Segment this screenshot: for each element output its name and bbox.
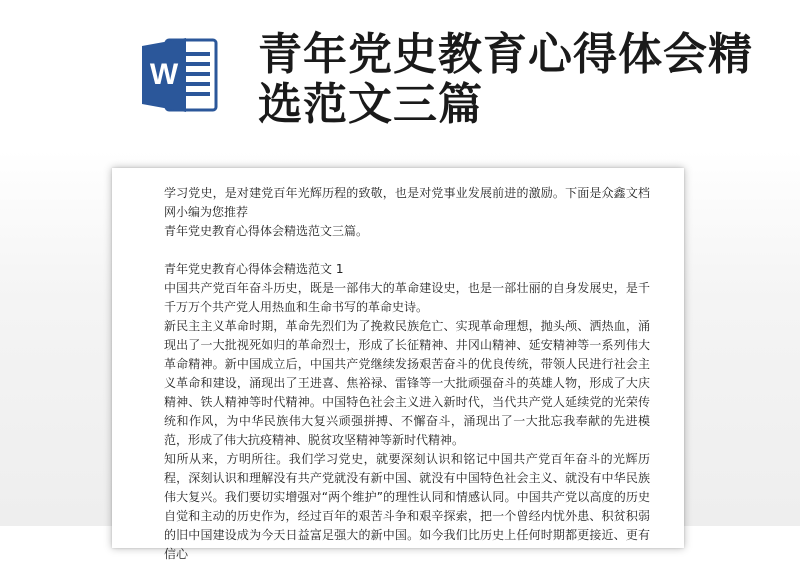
word-letter: W	[149, 58, 179, 91]
header	[0, 0, 800, 150]
section-title: 青年党史教育心得体会精选范文 1	[164, 262, 344, 276]
word-document-icon	[142, 36, 218, 114]
paragraph: 新民主主义革命时期，革命先烈们为了挽救民族危亡、实现革命理想，抛头颅、洒热血，涌现出了一大批视死如归的革命烈士，形成了长征精神、井冈山精神、延安精神等一系列伟大革命精神。新中国成立后，中国共产党继续发扬艰苦奋斗的优良传统，带领人民进行社会主义革命和建设，涌现出了王进喜、焦裕禄、雷锋等一大批顽强奋斗的英雄人物，形成了大庆精神、铁人精神等时代精神。中国特色社会主义进入新时代，当代共产党人延续党的光荣传统和作风，为中华民族伟大复兴顽强拼搏、不懈奋斗，涌现出了一大批忘我奉献的先进模范，形成了伟大抗疫精神、脱贫攻坚精神等新时代精神。	[164, 319, 650, 447]
paragraph: 中国共产党百年奋斗历史，既是一部伟大的革命建设史，也是一部壮丽的自身发展史，是千千万万个共产党人用热血和生命书写的革命史诗。	[164, 281, 650, 314]
blank-line	[164, 241, 650, 260]
document-body	[164, 184, 650, 564]
intro-paragraph: 学习党史，是对建党百年光辉历程的致敬，也是对党事业发展前进的激励。下面是众鑫文档网小编为您推荐	[164, 186, 650, 219]
paragraph: 知所从来，方明所往。我们学习党史，就要深刻认识和铭记中国共产党百年奋斗的光辉历程，深刻认识和理解没有共产党就没有新中国、就没有中国特色社会主义、就没有中华民族伟大复兴。我们要切实增强对“两个维护”的理性认同和情感认同。中国共产党以高度的历史自觉和主动的历史作为，经过百年的艰苦斗争和艰辛探索，把一个曾经内忧外患、积贫积弱的旧中国建设成为今天日益富足强大的新中国。如今我们比历史上任何时期都更接近、更有信心	[164, 452, 650, 561]
page-title: 青年党史教育心得体会精选范文三篇	[258, 29, 753, 130]
intro-title: 青年党史教育心得体会精选范文三篇。	[164, 224, 369, 238]
document-page	[112, 168, 684, 561]
